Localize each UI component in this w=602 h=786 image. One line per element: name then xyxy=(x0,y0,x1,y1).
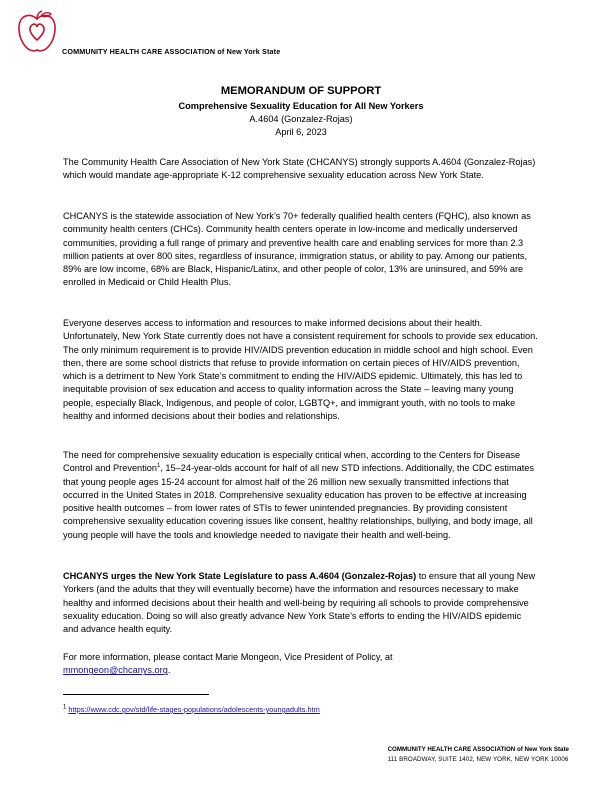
page-footer xyxy=(388,746,569,763)
contact-period: . xyxy=(167,665,171,676)
memo-title: MEMORANDUM OF SUPPORT xyxy=(220,85,382,97)
footer-org-name: COMMUNITY HEALTH CARE ASSOCIATION of New York State xyxy=(387,746,569,753)
paragraph-text-part: , 15–24-year-olds account for half of all new STD infections. Additionally, the CDC estimates that young people ages 15-24 account for almost half of the 26 million new sexually transmitted infections that occurred in the United States in 2018. Comprehensive sexuality education has proven to be effective at increasing positive health outcomes – from lower rates of STIs to fewer unintended pregnancies. By providing consistent comprehensive sexuality education covering issues like consent, healthy relationships, bullying, and body image, all young people will have the tools and knowledge needed to navigate their health and well-being. xyxy=(63,463,534,540)
footnote-url-link[interactable]: https://www.cdc.gov/std/life-stages-populations/adolescents-youngadults.htm xyxy=(68,705,320,714)
header-org-name: COMMUNITY HEALTH CARE ASSOCIATION of New York State xyxy=(62,47,281,56)
paragraph-need-for-education xyxy=(63,449,539,542)
footnote-divider xyxy=(63,694,209,695)
paragraph-support-statement xyxy=(63,156,539,183)
footnote-reference[interactable]: 1 xyxy=(156,463,161,470)
contact-email-link[interactable]: mmongeon@chcanys.org xyxy=(63,665,168,676)
memo-subtitle: Comprehensive Sexuality Education for All New Yorkers xyxy=(178,101,424,111)
memo-date: April 6, 2023 xyxy=(275,127,327,137)
paragraph-text: The Community Health Care Association of New York State (CHCANYS) strongly supports A.4604 (Gonzalez-Rojas) which would mandate age-appropriate K-12 comprehensive sexuality education across New York State. xyxy=(63,157,536,181)
footer-address: 111 BROADWAY, SUITE 1402, NEW YORK, NEW YORK 10006 xyxy=(387,756,569,763)
paragraph-text: Everyone deserves access to information and resources to make informed decisions about their health. Unfortunately, New York State currently does not have a consistent requirement for schools to provide sex education. The only minimum requirement is to provide HIV/AIDS prevention education in middle school and high school. Even then, there are some school districts that refuse to provide information on certain pieces of HIV/AIDS prevention, which is a detriment to New York State’s commitment to ending the HIV/AIDS epidemic. Ultimately, this has led to inequitable provision of sex education and access to quality information across the State – leaving many young people, especially Black, Indigenous, and people of color, LGBTQ+, and immigrant youth, with no tools to make healthy and informed decisions about their bodies and relationships. xyxy=(63,318,538,422)
paragraph-text-part: to ensure that all young New Yorkers (and the adults that they will eventually become) have the information and resources necessary to make healthy and informed decisions about their health and well-being by requiring all schools to provide comprehensive sexuality education. Doing so will also greatly advance New York State’s efforts to ending the HIV/AIDS epidemic and advance health equity. xyxy=(63,571,536,635)
contact-text: For more information, please contact Marie Mongeon, Vice President of Policy, at xyxy=(63,652,393,662)
footnote-number: 1 xyxy=(63,704,67,711)
paragraph-access-to-information xyxy=(63,317,539,423)
paragraph-about-chcanys xyxy=(63,210,539,290)
memo-bill-number: A.4604 (Gonzalez-Rojas) xyxy=(249,114,353,124)
apple-heart-logo-icon xyxy=(16,10,58,56)
paragraph-call-to-action xyxy=(63,570,539,636)
paragraph-contact xyxy=(63,651,539,678)
paragraph-text-part: The need for comprehensive sexuality education is especially critical when, according to the Centers for Disease Control and Prevention xyxy=(63,450,521,474)
paragraph-text: CHCANYS is the statewide association of New York’s 70+ federally qualified health centers (FQHC), also known as community health centers (CHCs). Community health centers operate in low-income and medically underserved communities, providing a full range of primary and preventive health care and enabling services for more than 2.3 million patients at over 800 sites, regardless of insurance, immigration status, or ability to pay. Among our patients, 89% are low income, 68% are Black, Hispanic/Latinx, and other people of color, 13% are uninsured, and 59% are enrolled in Medicaid or Child Health Plus. xyxy=(63,211,531,288)
footnote xyxy=(63,705,320,714)
call-to-action-bold: CHCANYS urges the New York State Legislature to pass A.4604 (Gonzalez-Rojas) xyxy=(63,571,417,581)
